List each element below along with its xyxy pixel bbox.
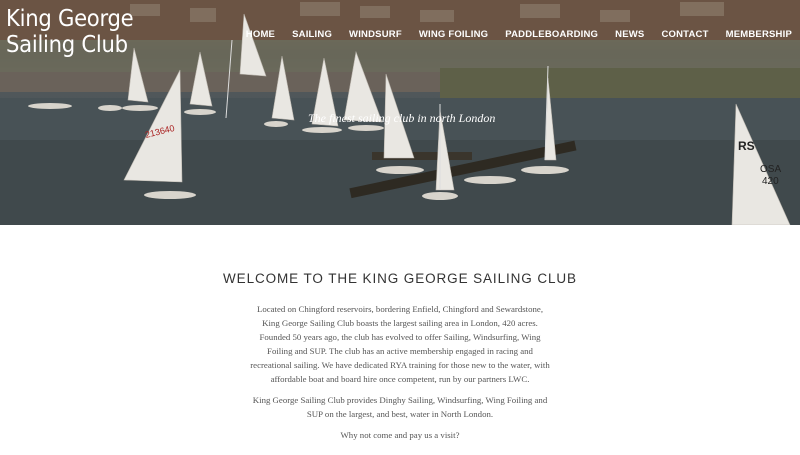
grass-bank [440, 68, 800, 98]
nav-contact[interactable]: CONTACT [661, 29, 709, 40]
svg-text:213640: 213640 [144, 122, 176, 140]
site-title-line1: King George [6, 6, 134, 32]
nav-wing-foiling[interactable]: WING FOILING [418, 29, 489, 40]
site-title-line2: Sailing Club [6, 32, 128, 58]
hero-tagline: The finest sailing club in north London [308, 111, 496, 125]
svg-text:420: 420 [762, 176, 779, 187]
dinghy-park [0, 72, 440, 92]
page-heading: WELCOME TO THE KING GEORGE SAILING CLUB [223, 271, 577, 286]
main-content [0, 225, 800, 455]
site-title[interactable] [6, 6, 133, 58]
svg-text:RS: RS [738, 139, 755, 153]
hero-banner [0, 0, 800, 225]
nav-news[interactable]: NEWS [615, 29, 645, 40]
nav-paddleboarding[interactable]: PADDLEBOARDING [505, 29, 599, 40]
nav-home[interactable]: HOME [245, 29, 276, 40]
nav-windsurf[interactable]: WINDSURF [349, 29, 402, 40]
main-nav [229, 29, 792, 40]
nav-sailing[interactable]: SAILING [292, 29, 333, 40]
services-paragraph: King George Sailing Club provides Dinghy Sailing, Windsurfing, Wing Foiling and SUP on the largest, and best, water in North London. [252, 395, 548, 420]
visit-paragraph: Why not come and pay us a visit? [340, 430, 460, 440]
svg-text:OSA: OSA [760, 164, 782, 175]
intro-paragraph: Located on Chingford reservoirs, bordering Enfield, Chingford and Sewardstone, King George Sailing Club boasts the largest sailing area in London, 420 acres. Founded 50 years ago, the club has evolved to offer Sailing, Windsurfing, Wing Foiling and SUP. The club has an active membership engaged in racing and recreational sailing. We have dedicated RYA training for those new to the water, with affordable boat and board hire once competent, run by our partners LWC. [250, 304, 550, 385]
nav-membership[interactable]: MEMBERSHIP [725, 29, 792, 40]
